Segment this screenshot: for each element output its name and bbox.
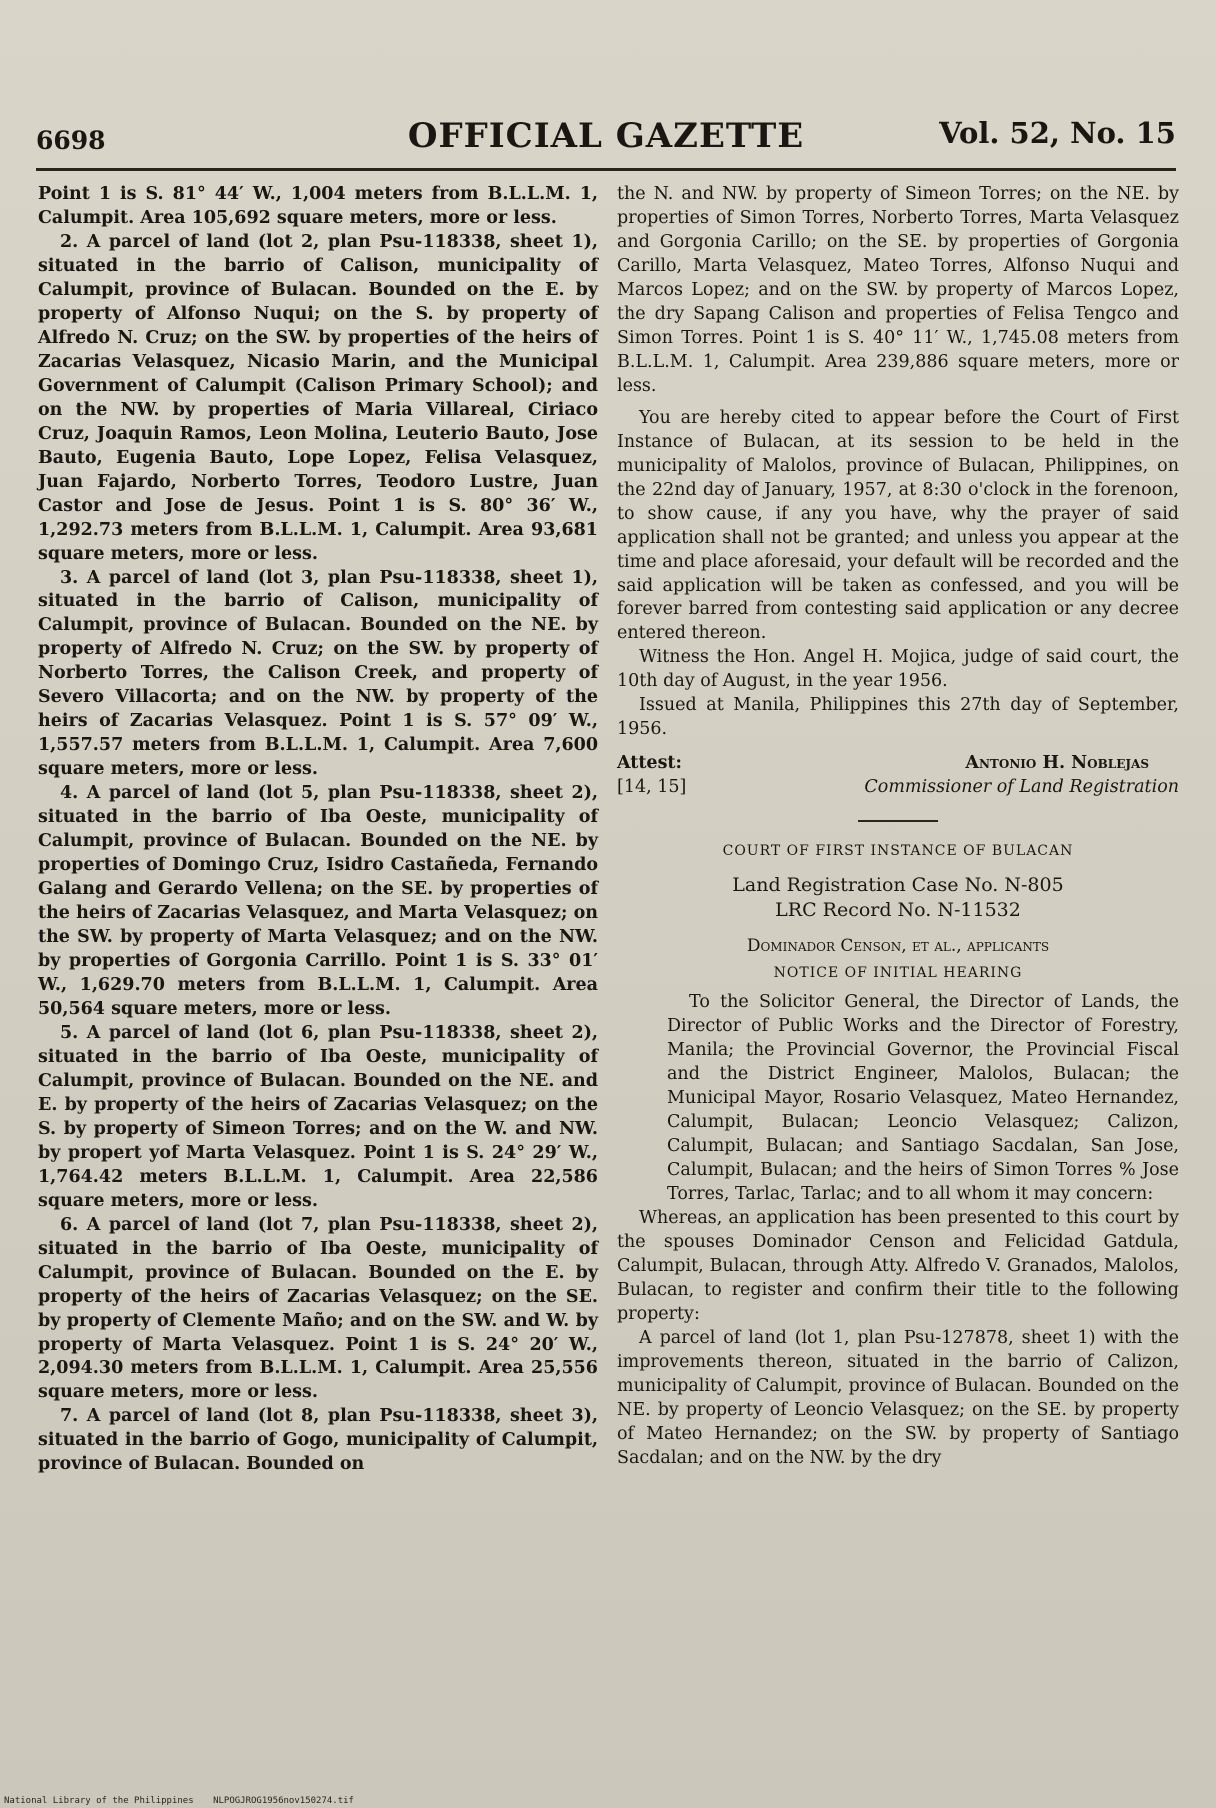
signatory-title: Commissioner of Land Registration — [864, 777, 1179, 798]
paragraph: 3. A parcel of land (lot 3, plan Psu-118338, sheet 1), situated in the barrio of Calison, municipality of Calumpit, province of Bulacan. Bounded on the NE. by property of Alfredo N. Cruz; on the SW. by property of Norberto Torres, the Calison Creek, and property of Severo Villacorta; and on the NW. by property of the heirs of Zacarias Velasquez. Point 1 is S. 57° 09′ W., 1,557.57 meters from B.L.L.M. 1, Calumpit. Area 7,600 square meters, more or less. — [38, 567, 598, 780]
right-column — [617, 183, 1179, 1471]
paragraph: A parcel of land (lot 1, plan Psu-127878, sheet 1) with the improvements thereon, situated in the barrio of Calizon, municipality of Calumpit, province of Bulacan. Bounded on the NE. by property of Leoncio Velasquez; on the SE. by property of Mateo Hernandez; on the SW. by property of Santiago Sacdalan; and on the NW. by the dry — [617, 1327, 1179, 1468]
applicants-line: Dominador Censon, et al., applicants — [746, 935, 1050, 956]
left-column — [38, 183, 598, 1477]
addressees-paragraph: To the Solicitor General, the Director of Lands, the Director of Public Works and the Director of Forestry, Manila; the Provincial Governor, the Provincial Fiscal and the District Engineer, Malolos, Bulacan; the Municipal Mayor, Rosario Velasquez, Mateo Hernandez, Calumpit, Bulacan; Leoncio Velasquez; Calizon, Calumpit, Bulacan; and Santiago Sacdalan, San Jose, Calumpit, Bulacan; and the heirs of Simon Torres % Jose Torres, Tarlac, Tarlac; and to all whom it may concern: — [667, 992, 1179, 1204]
publication-title: OFFICIAL GAZETTE — [407, 116, 805, 156]
attest-line — [617, 752, 1179, 776]
case-number: Land Registration Case No. N-805 — [732, 874, 1064, 897]
paragraph: Whereas, an application has been presented to this court by the spouses Dominador Censon and Felicidad Gatdula, Calumpit, Bulacan, through Atty. Alfredo V. Granados, Malolos, Bulacan, to register and confirm their title to the following property: — [617, 1207, 1179, 1324]
header-rule — [36, 168, 1176, 171]
paragraph: 2. A parcel of land (lot 2, plan Psu-118338, sheet 1), situated in the barrio of Calison, municipality of Calumpit, province of Bulacan. Bounded on the E. by property of Alfonso Nuqui; on the S. by property of Alfredo N. Cruz; on the SW. by properties of the heirs of Zacarias Velasquez, Nicasio Marin, and the Municipal Government of Calumpit (Calison Primary School); and on the NW. by properties of Maria Villareal, Ciriaco Cruz, Joaquin Ramos, Leon Molina, Leuterio Bauto, Jose Bauto, Eugenia Bauto, Lope Lopez, Felisa Velasquez, Juan Fajardo, Norberto Torres, Teodoro Lustre, Juan Castor and Jose de Jesus. Point 1 is S. 80° 36′ W., 1,292.73 meters from B.L.L.M. 1, Calumpit. Area 93,681 square meters, more or less. — [38, 231, 598, 564]
signatory-name: Antonio H. Noblejas — [965, 753, 1149, 774]
paragraph: Issued at Manila, Philippines this 27th day of September, 1956. — [617, 695, 1179, 740]
paragraph: 4. A parcel of land (lot 5, plan Psu-118338, sheet 2), situated in the barrio of Iba Oeste, municipality of Calumpit, province of Bulacan. Bounded on the NE. by properties of Domingo Cruz, Isidro Castañeda, Fernando Galang and Gerardo Vellena; on the SE. by properties of the heirs of Zacarias Velasquez, and Marta Velasquez; on the SW. by property of Marta Velasquez; and on the NW. by properties of Gorgonia Carrillo. Point 1 is S. 33° 01′ W., 1,629.70 meters from B.L.L.M. 1, Calumpit. Area 50,564 square meters, more or less. — [38, 783, 598, 1019]
court-heading: COURT OF FIRST INSTANCE OF BULACAN — [722, 843, 1074, 860]
notice-title: NOTICE OF INITIAL HEARING — [773, 965, 1023, 982]
page-header — [36, 112, 1176, 162]
lrc-record: LRC Record No. N-11532 — [775, 899, 1021, 922]
paragraph: the N. and NW. by property of Simeon Torres; on the NE. by properties of Simon Torres, Norberto Torres, Marta Velasquez and Gorgonia Carillo; on the SE. by properties of Gorgonia Carillo, Marta Velasquez, Mateo Torres, Alfonso Nuqui and Marcos Lopez; and on the SW. by property of Marcos Lopez, the dry Sapang Calison and properties of Felisa Tengco and Simon Torres. Point 1 is S. 40° 11′ W., 1,745.08 meters from B.L.L.M. 1, Calumpit. Area 239,886 square meters, more or less. — [617, 184, 1179, 396]
paragraph: 7. A parcel of land (lot 8, plan Psu-118338, sheet 3), situated in the barrio of Gogo, municipality of Calumpit, province of Bulacan. Bounded on — [38, 1406, 598, 1475]
paragraph: Point 1 is S. 81° 44′ W., 1,004 meters from B.L.L.M. 1, Calumpit. Area 105,692 square meters, more or less. — [38, 184, 598, 228]
volume-label: Vol. 52, No. 15 — [939, 116, 1176, 150]
paragraph: You are hereby cited to appear before the Court of First Instance of Bulacan, at its session to be held in the municipality of Malolos, province of Bulacan, Philippines, on the 22nd day of January, 1957, at 8:30 o'clock in the forenoon, to show cause, if any you have, why the prayer of said application shall not be granted; and unless you appear at the time and place aforesaid, your default will be recorded and the said application will be taken as confessed, and you will be forever barred from contesting said application or any decree entered thereon. — [617, 407, 1179, 644]
library-credit: National Library of the Philippines — [4, 1796, 194, 1806]
issue-reference: [14, 15] — [617, 777, 687, 798]
file-name: NLPOGJROG1956nov150274.tif — [213, 1796, 354, 1806]
page-number: 6698 — [36, 126, 106, 155]
paragraph: 6. A parcel of land (lot 7, plan Psu-118338, sheet 2), situated in the barrio of Iba Oeste, municipality of Calumpit, province of Bulacan. Bounded on the E. by property of the heirs of Zacarias Velasquez; on the SE. by property of Clemente Maño; and on the SW. and W. by property of Marta Velasquez. Point 1 is S. 24° 20′ W., 2,094.30 meters from B.L.L.M. 1, Calumpit. Area 25,556 square meters, more or less. — [38, 1214, 598, 1403]
paragraph: Witness the Hon. Angel H. Mojica, judge of said court, the 10th day of August, in the year 1956. — [617, 647, 1179, 692]
paragraph: 5. A parcel of land (lot 6, plan Psu-118338, sheet 2), situated in the barrio of Iba Oeste, municipality of Calumpit, province of Bulacan. Bounded on the NE. and E. by property of the heirs of Zacarias Velasquez; on the S. by property of Simeon Torres; and on the W. and NW. by propert yof Marta Velasquez. Point 1 is S. 24° 29′ W., 1,764.42 meters B.L.L.M. 1, Calumpit. Area 22,586 square meters, more or less. — [38, 1022, 598, 1211]
scan-footer — [4, 1796, 368, 1806]
attest-label: Attest: — [617, 753, 682, 774]
signatory-line — [617, 776, 1179, 800]
section-divider — [858, 820, 938, 822]
